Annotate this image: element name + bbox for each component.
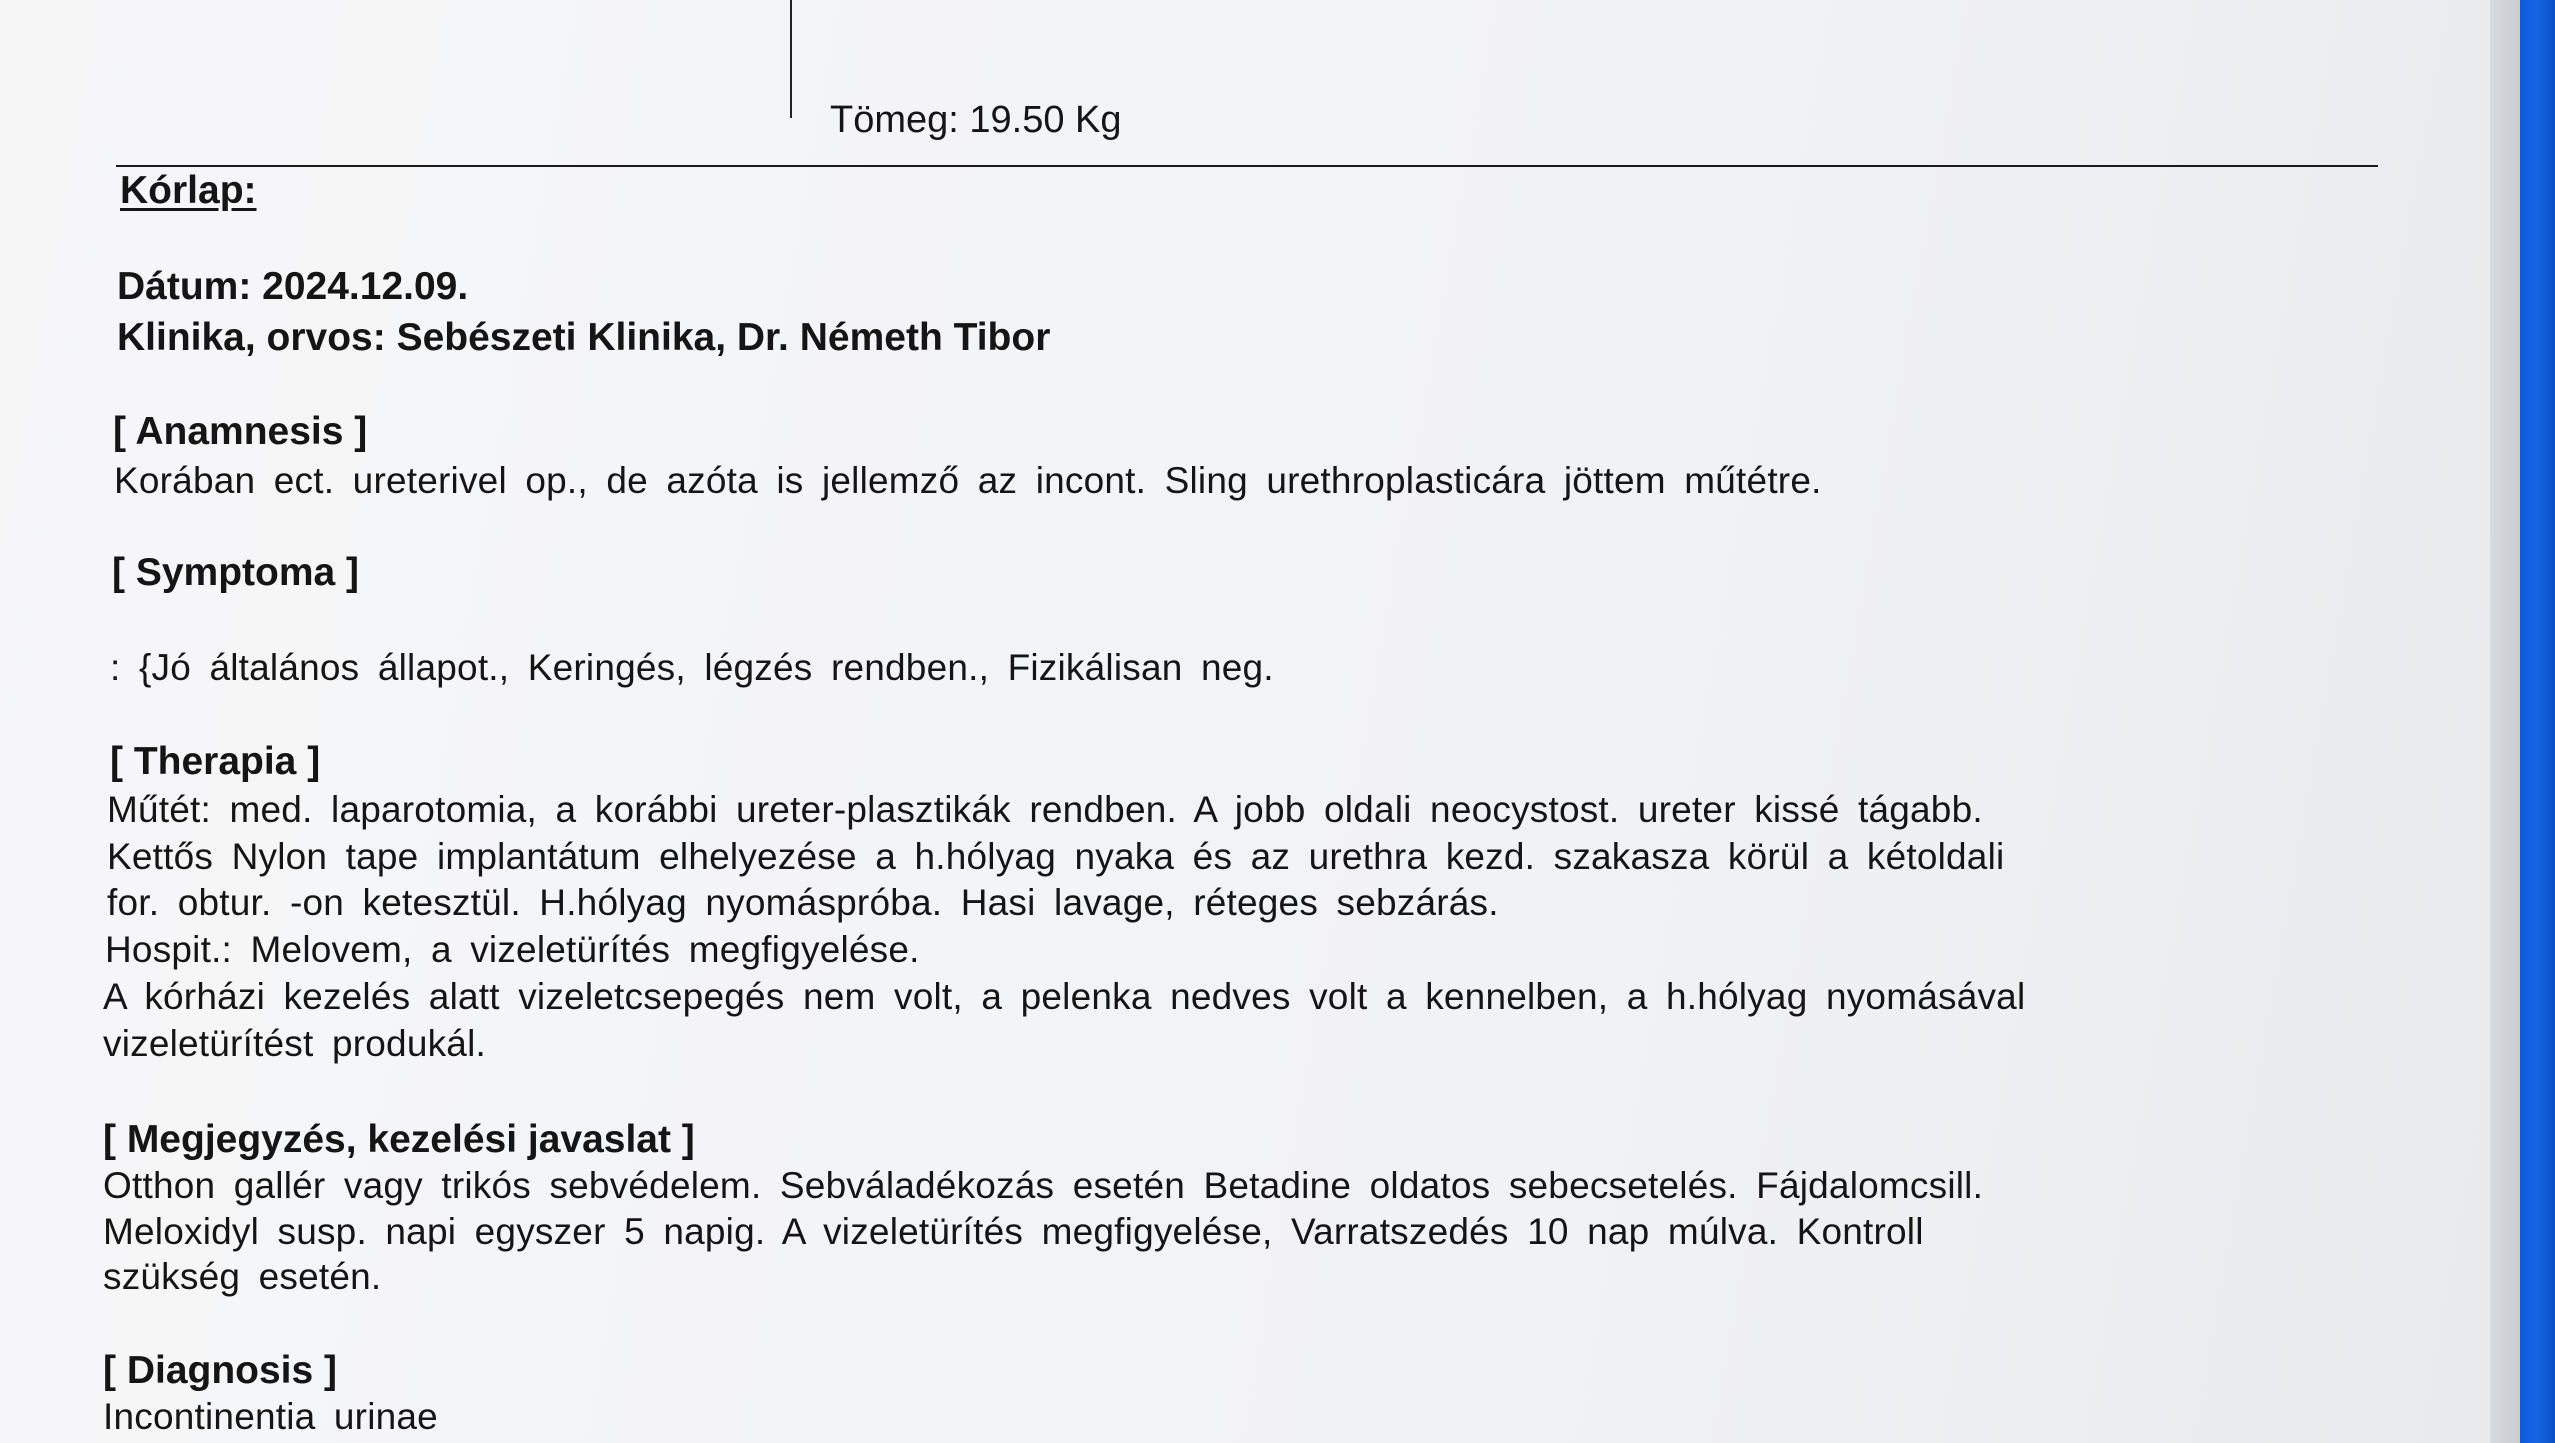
record-clinic-doctor: Klinika, orvos: Sebészeti Klinika, Dr. Németh Tibor xyxy=(117,316,1051,359)
recommendation-line: szükség esetén. xyxy=(103,1256,382,1297)
therapia-line: Műtét: med. laparotomia, a korábbi ureter-plasztikák rendben. A jobb oldali neocystost. ureter kissé tágabb. xyxy=(107,789,1983,830)
recommendation-line: Otthon gallér vagy trikós sebvédelem. Sebváladékozás esetén Betadine oldatos sebecsetelés. Fájdalomcsill. xyxy=(103,1165,1984,1206)
patient-weight: Tömeg: 19.50 Kg xyxy=(830,99,1122,141)
recommendation-line: Meloxidyl susp. napi egyszer 5 napig. A vizeletürítés megfigyelése, Varratszedés 10 nap múlva. Kontroll xyxy=(103,1211,1924,1252)
blue-folder-edge xyxy=(2520,0,2555,1443)
therapia-line: vizeletürítést produkál. xyxy=(103,1023,486,1064)
anamnesis-line: Korában ect. ureterivel op., de azóta is jellemző az incont. Sling urethroplasticára jöttem műtétre. xyxy=(114,460,1822,501)
diagnosis-heading: [ Diagnosis ] xyxy=(103,1349,338,1392)
therapia-heading: [ Therapia ] xyxy=(110,740,321,783)
therapia-line: Hospit.: Melovem, a vizeletürítés megfigyelése. xyxy=(105,929,920,970)
header-rule xyxy=(116,165,2378,167)
symptoma-line: : {Jó általános állapot., Keringés, légzés rendben., Fizikálisan neg. xyxy=(110,647,1274,688)
header-column-divider xyxy=(790,0,792,118)
record-title: Kórlap: xyxy=(120,169,257,212)
therapia-line: Kettős Nylon tape implantátum elhelyezése a h.hólyag nyaka és az urethra kezd. szakasza körül a kétoldali xyxy=(107,836,2005,877)
page-edge-shadow xyxy=(2490,0,2520,1443)
symptoma-heading: [ Symptoma ] xyxy=(112,551,360,594)
therapia-line: A kórházi kezelés alatt vizeletcsepegés nem volt, a pelenka nedves volt a kennelben, a h.hólyag nyomásával xyxy=(103,976,2026,1017)
recommendation-heading: [ Megjegyzés, kezelési javaslat ] xyxy=(103,1118,695,1161)
anamnesis-heading: [ Anamnesis ] xyxy=(113,410,368,453)
record-date: Dátum: 2024.12.09. xyxy=(117,265,469,308)
therapia-line: for. obtur. -on ketesztül. H.hólyag nyomáspróba. Hasi lavage, réteges sebzárás. xyxy=(107,882,1499,923)
diagnosis-line: Incontinentia urinae xyxy=(103,1396,438,1437)
